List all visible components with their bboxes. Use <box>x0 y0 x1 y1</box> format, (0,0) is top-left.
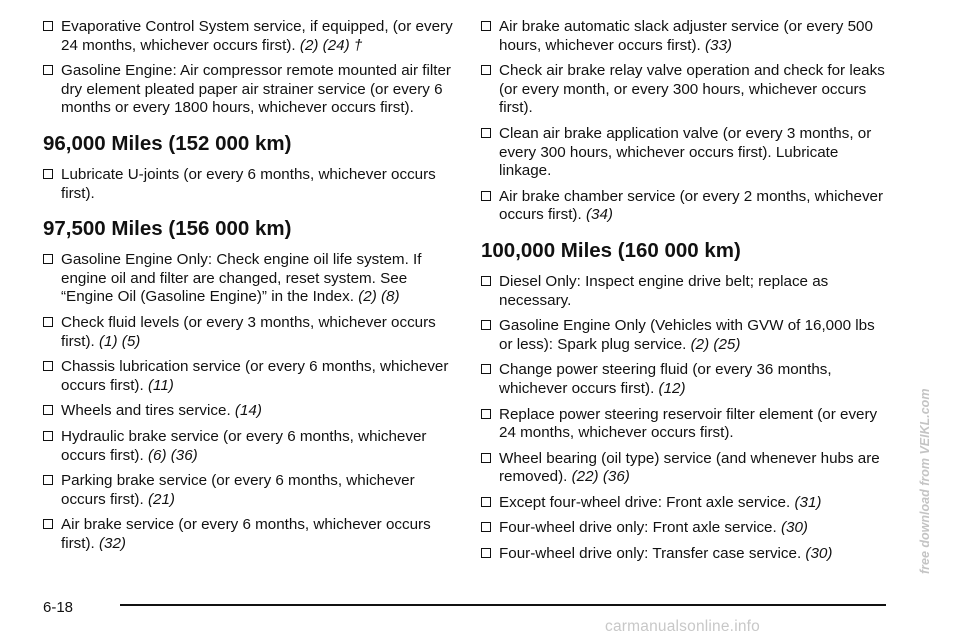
checkbox-icon[interactable] <box>481 364 491 374</box>
maintenance-item <box>481 406 891 443</box>
item-reference: (30) <box>780 519 808 537</box>
maintenance-item <box>481 494 891 513</box>
checkbox-icon[interactable] <box>481 453 491 463</box>
item-reference: (33) <box>704 36 732 54</box>
checkbox-icon[interactable] <box>481 522 491 532</box>
maintenance-item <box>43 251 453 307</box>
maintenance-item <box>43 358 453 395</box>
footer-divider <box>120 604 886 606</box>
checkbox-icon[interactable] <box>43 21 53 31</box>
maintenance-item <box>43 428 453 465</box>
item-text: Four-wheel drive only: Front axle service. <box>499 519 777 537</box>
maintenance-item <box>481 545 891 564</box>
checkbox-icon[interactable] <box>43 431 53 441</box>
checkbox-icon[interactable] <box>43 361 53 371</box>
item-text: Check fluid levels (or every 3 months, whichever occurs first). <box>61 313 436 350</box>
item-text: Gasoline Engine Only: Check engine oil life system. If engine oil and filter are changed, reset system. See “Engine Oil (Gasoline Engine)” in the Index. <box>61 251 422 306</box>
checkbox-icon[interactable] <box>481 548 491 558</box>
maintenance-item <box>481 18 891 55</box>
page-number: 6-18 <box>43 599 74 616</box>
item-reference: (32) <box>98 534 126 552</box>
checkbox-icon[interactable] <box>43 317 53 327</box>
item-text: Diesel Only: Inspect engine drive belt; replace as necessary. <box>499 272 829 309</box>
item-reference: (31) <box>794 493 822 511</box>
checkbox-icon[interactable] <box>481 191 491 201</box>
item-text: Change power steering fluid (or every 36 months, whichever occurs first). <box>499 361 832 397</box>
checkbox-icon[interactable] <box>481 21 491 31</box>
maintenance-item <box>481 62 891 118</box>
item-text: Wheel bearing (oil type) service (and whenever hubs are removed). <box>499 449 880 486</box>
item-reference: (6) (36) <box>147 446 198 464</box>
maintenance-item <box>43 18 453 55</box>
checkbox-icon[interactable] <box>481 65 491 75</box>
checkbox-icon[interactable] <box>481 276 491 286</box>
section-heading-100000: 100,000 Miles (160 000 km) <box>481 238 741 262</box>
maintenance-item <box>481 125 891 181</box>
side-watermark: free download from VEIKL.com <box>918 388 932 574</box>
left-column <box>43 18 453 560</box>
item-reference: (22) (36) <box>571 468 630 486</box>
maintenance-item <box>481 273 891 310</box>
maintenance-item <box>43 314 453 351</box>
maintenance-item <box>43 62 453 118</box>
item-reference: (21) <box>147 490 175 508</box>
checkbox-icon[interactable] <box>43 65 53 75</box>
item-text: Hydraulic brake service (or every 6 months, whichever occurs first). <box>61 427 427 464</box>
checkbox-icon[interactable] <box>481 497 491 507</box>
checkbox-icon[interactable] <box>481 409 491 419</box>
item-reference: (34) <box>585 206 613 224</box>
maintenance-item <box>481 450 891 487</box>
item-text: Gasoline Engine Only (Vehicles with GVW of 16,000 lbs or less): Spark plug service. <box>499 317 875 353</box>
maintenance-item <box>43 402 453 421</box>
item-reference: (2) (24) † <box>299 36 363 54</box>
item-reference: (11) <box>147 376 174 394</box>
checkbox-icon[interactable] <box>43 169 53 179</box>
item-text: Parking brake service (or every 6 months, whichever occurs first). <box>61 472 415 508</box>
checkbox-icon[interactable] <box>43 405 53 415</box>
item-text: Evaporative Control System service, if equipped, (or every 24 months, whichever occurs first). <box>61 18 453 54</box>
checkbox-icon[interactable] <box>43 519 53 529</box>
maintenance-item <box>481 317 891 354</box>
item-reference: (2) (8) <box>358 288 400 306</box>
item-text: Four-wheel drive only: Transfer case service. <box>499 545 802 563</box>
item-text: Air brake automatic slack adjuster service (or every 500 hours, whichever occurs first). <box>499 18 873 54</box>
item-text: Except four-wheel drive: Front axle service. <box>499 493 791 511</box>
maintenance-item <box>43 166 453 203</box>
item-text: Gasoline Engine: Air compressor remote mounted air filter dry element pleated paper air strainer service (or every 6 months or every 1800 hours, whichever occurs first). <box>61 62 451 117</box>
maintenance-item <box>481 188 891 225</box>
checkbox-icon[interactable] <box>481 320 491 330</box>
item-text: Clean air brake application valve (or every 3 months, or every 300 hours, whichever occurs first). Lubricate linkage. <box>499 124 872 180</box>
checkbox-icon[interactable] <box>43 254 53 264</box>
checkbox-icon[interactable] <box>481 128 491 138</box>
item-reference: (2) (25) <box>690 335 741 353</box>
item-reference: (12) <box>658 379 686 397</box>
maintenance-item <box>481 519 891 538</box>
maintenance-item <box>43 472 453 509</box>
item-text: Chassis lubrication service (or every 6 months, whichever occurs first). <box>61 358 449 394</box>
maintenance-item <box>481 361 891 398</box>
item-reference: (1) (5) <box>98 332 141 350</box>
right-column <box>481 18 891 571</box>
item-reference: (30) <box>805 545 833 563</box>
maintenance-item <box>43 516 453 553</box>
footer-site-watermark: carmanualsonline.info <box>605 618 760 635</box>
item-text: Lubricate U-joints (or every 6 months, whichever occurs first). <box>61 165 436 202</box>
item-text: Check air brake relay valve operation and check for leaks (or every month, or every 300 hours, whichever occurs first). <box>499 62 885 117</box>
item-text: Wheels and tires service. <box>61 402 231 420</box>
section-heading-96000: 96,000 Miles (152 000 km) <box>43 131 292 155</box>
checkbox-icon[interactable] <box>43 475 53 485</box>
item-text: Air brake chamber service (or every 2 months, whichever occurs first). <box>499 187 884 224</box>
item-reference: (14) <box>234 402 262 420</box>
item-text: Air brake service (or every 6 months, whichever occurs first). <box>61 516 431 552</box>
item-text: Replace power steering reservoir filter element (or every 24 months, whichever occurs first). <box>499 405 878 442</box>
section-heading-97500: 97,500 Miles (156 000 km) <box>43 217 292 241</box>
